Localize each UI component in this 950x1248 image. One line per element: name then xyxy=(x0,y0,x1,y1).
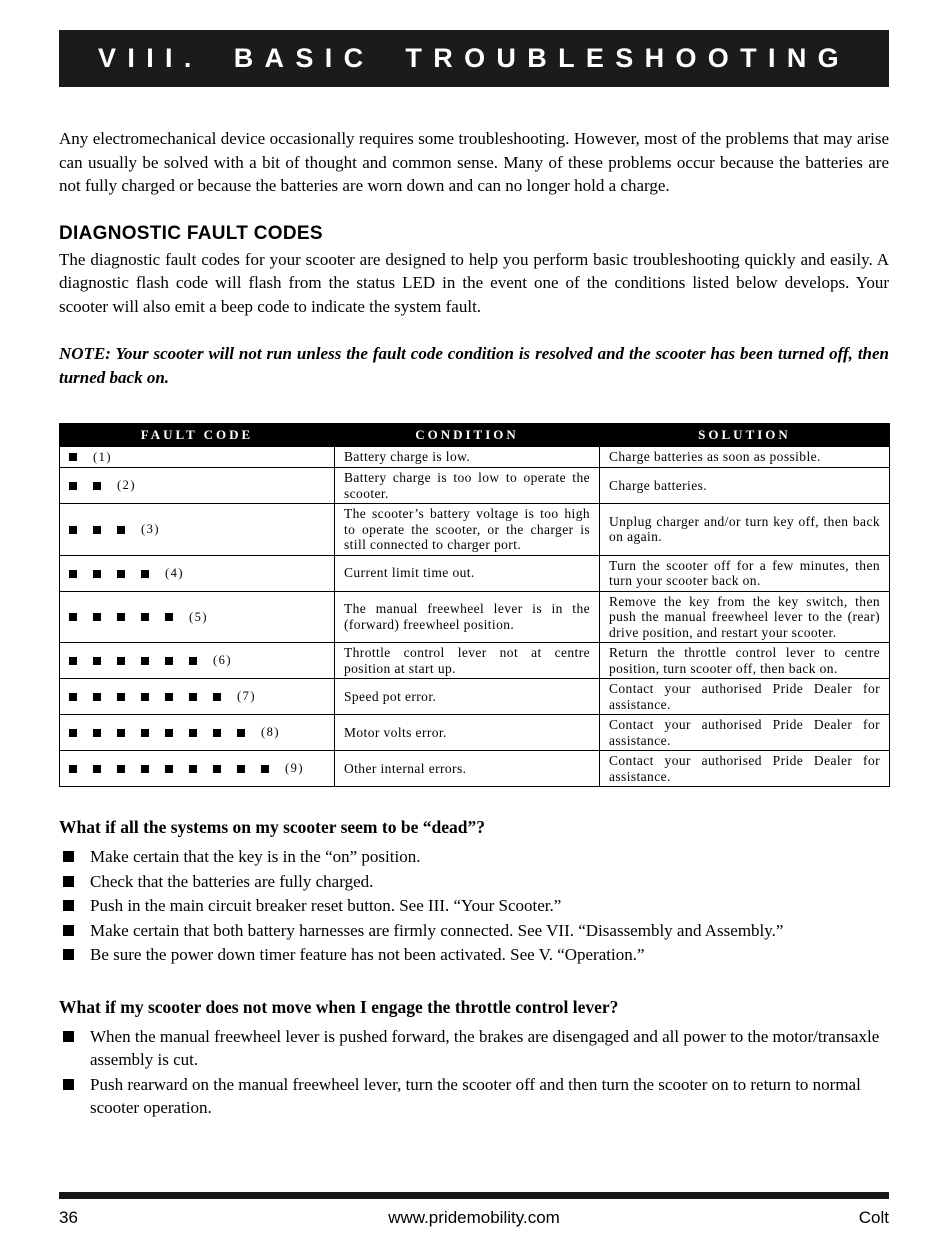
fault-code-cell xyxy=(60,555,335,591)
fault-table-row xyxy=(60,504,890,556)
solution-cell: Charge batteries as soon as possible. xyxy=(600,446,890,468)
flash-squares xyxy=(69,449,93,464)
bullet-square-icon xyxy=(63,900,74,911)
flash-square-icon xyxy=(117,570,125,578)
flash-square-icon xyxy=(69,482,77,490)
flash-square-icon xyxy=(141,657,149,665)
flash-square-icon xyxy=(165,613,173,621)
faq-bullet-item xyxy=(59,943,889,967)
flash-square-icon xyxy=(141,729,149,737)
flash-square-icon xyxy=(117,526,125,534)
flash-squares xyxy=(69,521,141,536)
fault-table-row xyxy=(60,643,890,679)
flash-square-icon xyxy=(93,765,101,773)
flash-squares xyxy=(69,477,117,492)
fault-table-row xyxy=(60,591,890,643)
flash-square-icon xyxy=(93,729,101,737)
fault-code-cell xyxy=(60,446,335,468)
flash-squares xyxy=(69,565,165,580)
page-content xyxy=(59,127,889,1120)
faq-bullet-item xyxy=(59,870,889,894)
fault-table-header xyxy=(60,424,890,447)
faq-sections xyxy=(59,817,889,1120)
flash-square-icon xyxy=(117,693,125,701)
bullet-square-icon xyxy=(63,925,74,936)
fault-table-row xyxy=(60,468,890,504)
bullet-square-icon xyxy=(63,851,74,862)
flash-square-icon xyxy=(93,526,101,534)
flash-square-icon xyxy=(237,729,245,737)
solution-cell: Contact your authorised Pride Dealer for assistance. xyxy=(600,751,890,787)
flash-square-icon xyxy=(69,613,77,621)
section-title: VIII. BASIC TROUBLESHOOTING xyxy=(98,43,850,73)
condition-cell: The scooter’s battery voltage is too high to operate the scooter, or the charger is still connected to charger port. xyxy=(335,504,600,556)
footer-model: Colt xyxy=(858,1208,889,1227)
flash-square-icon xyxy=(189,765,197,773)
faq-bullet-item xyxy=(59,894,889,918)
fault-code-cell xyxy=(60,504,335,556)
flash-square-icon xyxy=(189,729,197,737)
bullet-square-icon xyxy=(63,876,74,887)
flash-square-icon xyxy=(213,765,221,773)
condition-cell: Speed pot error. xyxy=(335,679,600,715)
flash-square-icon xyxy=(69,453,77,461)
col-header-solution: SOLUTION xyxy=(600,424,890,447)
fault-table-row xyxy=(60,679,890,715)
flash-square-icon xyxy=(69,570,77,578)
flash-square-icon xyxy=(69,693,77,701)
flash-squares xyxy=(69,760,285,775)
fault-code-cell xyxy=(60,468,335,504)
solution-cell: Unplug charger and/or turn key off, then back on again. xyxy=(600,504,890,556)
faq-bullet-text: When the manual freewheel lever is pushed forward, the brakes are disengaged and all power to the motor/transaxle assembly is cut. xyxy=(90,1026,880,1070)
flash-square-icon xyxy=(165,693,173,701)
flash-squares xyxy=(69,609,189,624)
flash-square-icon xyxy=(93,482,101,490)
solution-cell: Return the throttle control lever to centre position, turn scooter off, then back on. xyxy=(600,643,890,679)
faq-bullet-text: Make certain that both battery harnesses are firmly connected. See VII. “Disassembly and Assembly.” xyxy=(90,920,784,940)
flash-square-icon xyxy=(141,613,149,621)
solution-cell: Turn the scooter off for a few minutes, then turn your scooter back on. xyxy=(600,555,890,591)
faq-list xyxy=(59,845,889,967)
condition-cell: Other internal errors. xyxy=(335,751,600,787)
faq-bullet-item xyxy=(59,919,889,943)
flash-square-icon xyxy=(69,765,77,773)
faq-bullet-text: Be sure the power down timer feature has not been activated. See V. “Operation.” xyxy=(90,945,645,965)
fault-table-body xyxy=(60,446,890,787)
condition-cell: Throttle control lever not at centre position at start up. xyxy=(335,643,600,679)
faq-bullet-text: Push in the main circuit breaker reset button. See III. “Your Scooter.” xyxy=(90,896,562,916)
flash-square-icon xyxy=(93,570,101,578)
fault-table-row xyxy=(60,751,890,787)
flash-count-label: (5) xyxy=(189,609,209,624)
footer-rule xyxy=(59,1192,889,1199)
solution-cell: Charge batteries. xyxy=(600,468,890,504)
page-number: 36 xyxy=(59,1208,78,1227)
faq-question: What if my scooter does not move when I engage the throttle control lever? xyxy=(59,996,619,1017)
flash-square-icon xyxy=(213,693,221,701)
flash-square-icon xyxy=(93,613,101,621)
flash-count-label: (2) xyxy=(117,478,137,493)
flash-count-label: (7) xyxy=(237,689,257,704)
fault-code-cell xyxy=(60,715,335,751)
faq-bullet-item xyxy=(59,845,889,869)
flash-squares xyxy=(69,724,261,739)
flash-square-icon xyxy=(93,693,101,701)
fault-code-cell xyxy=(60,679,335,715)
flash-square-icon xyxy=(165,729,173,737)
flash-count-label: (9) xyxy=(285,761,305,776)
note-paragraph: NOTE: Your scooter will not run unless the fault code condition is resolved and the scooter has been turned off, then turned back on. xyxy=(59,344,889,387)
fault-code-cell xyxy=(60,591,335,643)
flash-square-icon xyxy=(93,657,101,665)
solution-cell: Remove the key from the key switch, then push the manual freewheel lever to the (rear) drive position, and restart your scooter. xyxy=(600,591,890,643)
faq-section xyxy=(59,817,889,967)
condition-cell: Current limit time out. xyxy=(335,555,600,591)
flash-square-icon xyxy=(165,657,173,665)
flash-square-icon xyxy=(141,765,149,773)
flash-square-icon xyxy=(141,570,149,578)
flash-square-icon xyxy=(213,729,221,737)
condition-cell: Battery charge is low. xyxy=(335,446,600,468)
col-header-condition: CONDITION xyxy=(335,424,600,447)
flash-square-icon xyxy=(165,765,173,773)
flash-squares xyxy=(69,652,213,667)
fault-code-table xyxy=(59,423,890,787)
faq-question: What if all the systems on my scooter seem to be “dead”? xyxy=(59,817,485,838)
faq-bullet-text: Make certain that the key is in the “on” position. xyxy=(90,847,421,867)
flash-square-icon xyxy=(189,693,197,701)
flash-count-label: (6) xyxy=(213,653,233,668)
condition-cell: Battery charge is too low to operate the scooter. xyxy=(335,468,600,504)
bullet-square-icon xyxy=(63,1079,74,1090)
solution-cell: Contact your authorised Pride Dealer for assistance. xyxy=(600,715,890,751)
bullet-square-icon xyxy=(63,949,74,960)
bullet-square-icon xyxy=(63,1031,74,1042)
flash-square-icon xyxy=(117,729,125,737)
flash-square-icon xyxy=(69,657,77,665)
diagnostic-heading: DIAGNOSTIC FAULT CODES xyxy=(59,222,323,244)
flash-square-icon xyxy=(117,765,125,773)
faq-bullet-text: Check that the batteries are fully charged. xyxy=(90,871,374,891)
flash-square-icon xyxy=(141,693,149,701)
flash-squares xyxy=(69,688,237,703)
fault-table-row xyxy=(60,446,890,468)
flash-square-icon xyxy=(261,765,269,773)
condition-cell: Motor volts error. xyxy=(335,715,600,751)
footer-website: www.pridemobility.com xyxy=(388,1208,560,1227)
fault-table-row xyxy=(60,555,890,591)
col-header-fault-code: FAULT CODE xyxy=(60,424,335,447)
flash-count-label: (3) xyxy=(141,522,161,537)
page-footer xyxy=(59,1208,889,1232)
faq-bullet-item xyxy=(59,1025,889,1072)
flash-count-label: (8) xyxy=(261,725,281,740)
flash-square-icon xyxy=(69,526,77,534)
faq-bullet-text: Push rearward on the manual freewheel lever, turn the scooter off and then turn the scooter on to return to normal scooter operation. xyxy=(90,1074,861,1118)
flash-count-label: (1) xyxy=(93,449,113,464)
diagnostic-paragraph: The diagnostic fault codes for your scooter are designed to help you perform basic troubleshooting quickly and easily. A diagnostic flash code will flash from the status LED in the event one of the conditions listed below develops. Your scooter will also emit a beep code to indicate the system fault. xyxy=(59,249,889,316)
flash-square-icon xyxy=(117,657,125,665)
flash-square-icon xyxy=(117,613,125,621)
section-title-bar xyxy=(59,30,889,87)
solution-cell: Contact your authorised Pride Dealer for assistance. xyxy=(600,679,890,715)
faq-list xyxy=(59,1025,889,1120)
faq-bullet-item xyxy=(59,1073,889,1120)
fault-code-cell xyxy=(60,643,335,679)
faq-section xyxy=(59,997,889,1120)
flash-square-icon xyxy=(69,729,77,737)
fault-code-cell xyxy=(60,751,335,787)
condition-cell: The manual freewheel lever is in the (forward) freewheel position. xyxy=(335,591,600,643)
flash-count-label: (4) xyxy=(165,565,185,580)
intro-paragraph: Any electromechanical device occasionally requires some troubleshooting. However, most of the problems that may arise can usually be solved with a bit of thought and common sense. Many of these problems occur because the batteries are not fully charged or because the batteries are worn down and can no longer hold a charge. xyxy=(59,129,889,195)
flash-square-icon xyxy=(237,765,245,773)
fault-table-row xyxy=(60,715,890,751)
flash-square-icon xyxy=(189,657,197,665)
